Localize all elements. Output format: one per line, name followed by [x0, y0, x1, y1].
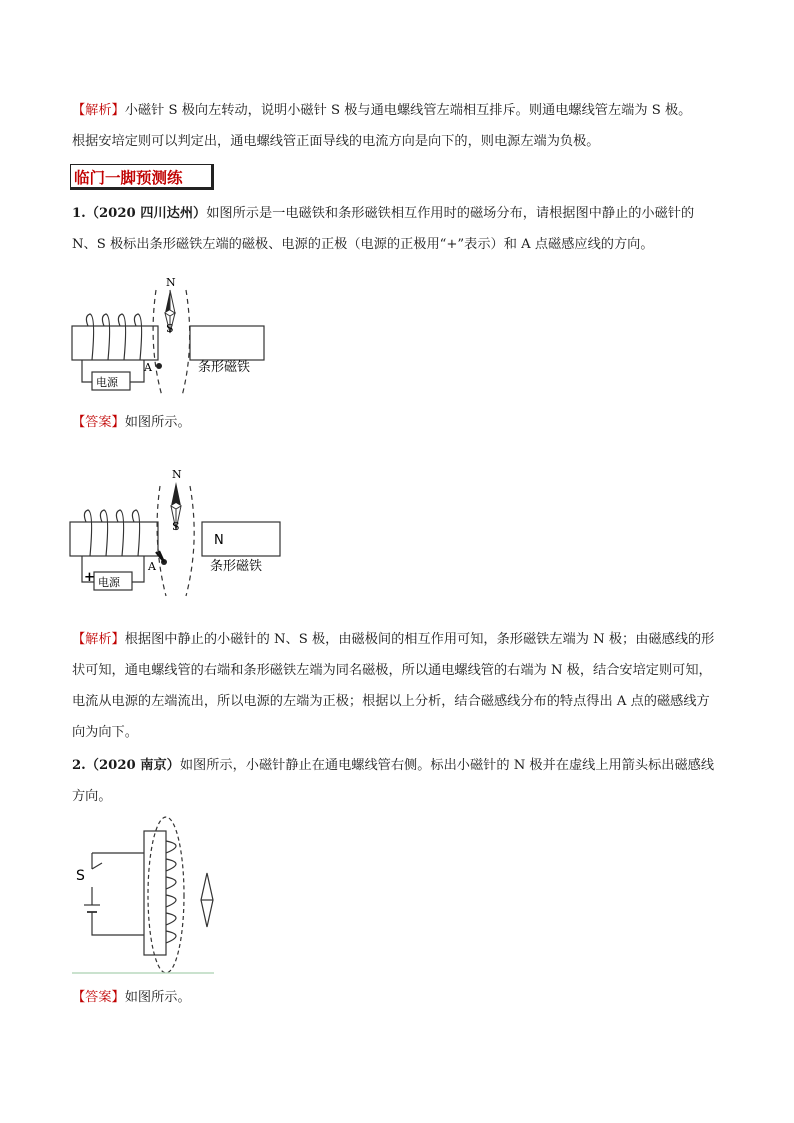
fig1-magnet-label: 条形磁铁	[198, 360, 251, 375]
question-1-line-2: N、S 极标出条形磁铁左端的磁极、电源的正极（电源的正极用“+”表示）和 A 点磁感应线的方向。	[72, 237, 654, 252]
fig2-magnet-pole-label: N	[214, 533, 224, 548]
fig3-switch-label: S	[76, 868, 85, 884]
question-1-line-1: 1.（2020 四川达州）如图所示是一电磁铁和条形磁铁相互作用时的磁场分布，请根据图中静止的小磁针的	[72, 206, 695, 221]
fig1-power-label: 电源	[96, 376, 118, 389]
analysis-1-line-1: 【解析】小磁针 S 极向左转动，说明小磁针 S 极与通电螺线管左端相互排斥。则通电螺线管左端为 S 极。	[72, 103, 692, 118]
answer-1: 【答案】如图所示。	[72, 415, 191, 430]
figure-2	[60, 458, 300, 598]
figure-3	[70, 825, 230, 980]
fig1-s-label: S	[166, 322, 174, 335]
fig2-plus-label: +	[84, 570, 95, 585]
question-2-source: （2020 南京）	[85, 758, 180, 773]
question-1-source: （2020 四川达州）	[85, 206, 207, 221]
answer-tag: 【答案】	[72, 415, 125, 430]
analysis-2-line-4: 向为向下。	[72, 725, 138, 740]
fig2-magnet-label: 条形磁铁	[210, 559, 263, 574]
fig2-n-label: N	[172, 468, 182, 481]
analysis-2-line-2: 状可知，通电螺线管的右端和条形磁铁左端为同名磁极，所以通电螺线管的右端为 N 极，结合安培定则可知，	[72, 663, 712, 678]
fig2-s-label: S	[172, 520, 180, 533]
fig1-n-label: N	[166, 276, 176, 289]
answer-2: 【答案】如图所示。	[72, 990, 191, 1005]
analysis-tag: 【解析】	[72, 632, 125, 647]
figure-1	[60, 268, 290, 398]
analysis-tag: 【解析】	[72, 103, 125, 118]
analysis-2-line-1: 【解析】根据图中静止的小磁针的 N、S 极，由磁极间的相互作用可知，条形磁铁左端为 N 极；由磁感线的形	[72, 632, 715, 647]
fig1-a-label: A	[144, 361, 152, 374]
analysis-2-line-3: 电流从电源的左端流出，所以电源的左端为正极；根据以上分析，结合磁感线分布的特点得出 A 点的磁感线方	[72, 694, 710, 709]
question-2-line-2: 方向。	[72, 789, 112, 804]
fig2-a-label: A	[148, 560, 156, 573]
analysis-1-line-2: 根据安培定则可以判定出，通电螺线管正面导线的电流方向是向下的，则电源左端为负极。	[72, 134, 600, 149]
fig2-power-label: 电源	[98, 576, 120, 589]
question-2-line-1: 2.（2020 南京）如图所示，小磁针静止在通电螺线管右侧。标出小磁针的 N 极并在虚线上用箭头标出磁感线	[72, 758, 715, 773]
section-title: 临门一脚预测练	[74, 169, 183, 187]
answer-tag: 【答案】	[72, 990, 125, 1005]
